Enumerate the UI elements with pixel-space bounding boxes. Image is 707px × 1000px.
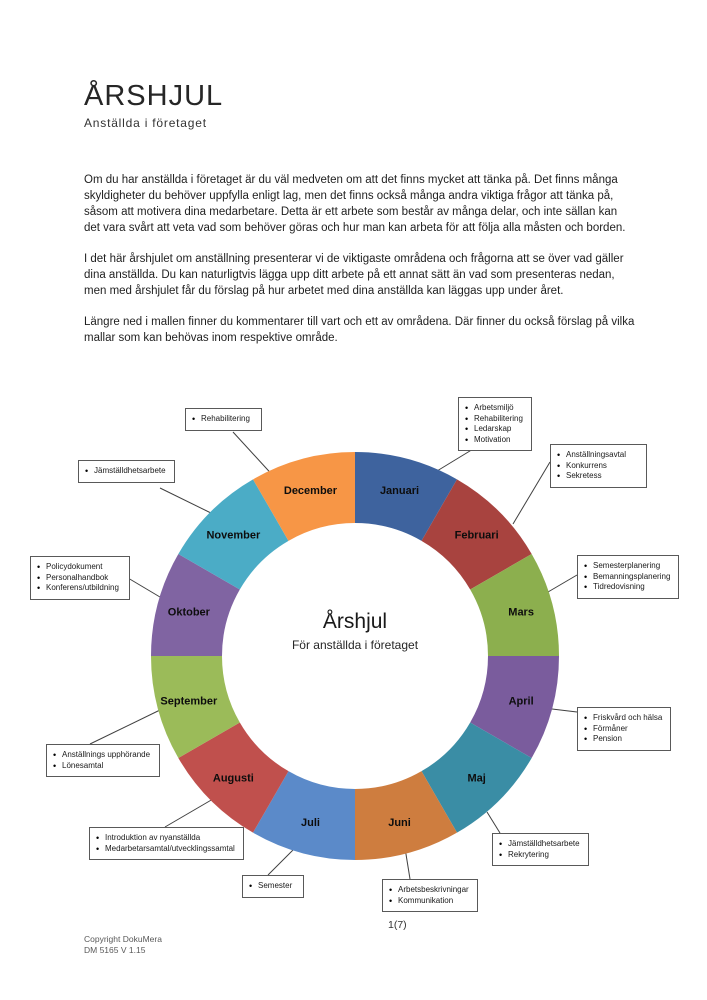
paragraph-2: I det här årshjulet om anställning presenterar vi de viktigaste områdena och frågorna att se över vad gäller dina anställda. Du kan naturligtvis lägga upp ditt arbete på ett annat sätt än vad som presenteras nedan, men med årshjulet får du förslag på hur arbetet med dina anställda kan läggas upp under året. <box>84 253 624 297</box>
callout-item: • Anställnings upphörande <box>52 750 151 761</box>
footer-copyright: Copyright DokuMera <box>84 934 162 944</box>
wheel-label-april: April <box>508 695 534 708</box>
callout-april <box>577 707 671 751</box>
callout-item: • Förmåner <box>583 724 662 735</box>
callout-item: • Policydokument <box>36 562 121 573</box>
callout-list-mars <box>583 561 670 593</box>
wheel-label-maj: Maj <box>467 772 486 785</box>
wheel-center-label <box>255 610 455 652</box>
callout-juli <box>242 875 304 898</box>
callout-februari <box>550 444 647 488</box>
callout-item: • Anställningsavtal <box>556 450 638 461</box>
wheel-label-november: November <box>206 529 261 542</box>
callout-mars <box>577 555 679 599</box>
intro-text <box>84 172 636 361</box>
callout-list-december <box>191 414 253 425</box>
callout-item: • Motivation <box>464 435 523 446</box>
wheel-center-title: Årshjul <box>322 610 388 633</box>
callout-juni <box>382 879 478 912</box>
callout-line-november <box>160 488 213 514</box>
callout-oktober <box>30 556 130 600</box>
callout-maj <box>492 833 589 866</box>
wheel-label-september: September <box>160 695 218 708</box>
wheel-label-januari: Januari <box>379 484 420 497</box>
callout-item: • Kommunikation <box>388 896 469 907</box>
callout-line-februari <box>513 462 550 524</box>
callout-item: • Rekrytering <box>498 850 580 861</box>
callout-november <box>78 460 175 483</box>
callout-december <box>185 408 262 431</box>
wheel-center-subtitle: För anställda i företaget <box>291 638 419 652</box>
page-number: 1(7) <box>388 919 407 931</box>
callout-item: • Sekretess <box>556 471 638 482</box>
callout-item: • Arbetsmiljö <box>464 403 523 414</box>
footer <box>84 934 162 956</box>
page-title: ÅRSHJUL <box>84 80 224 112</box>
wheel-label-augusti: Augusti <box>212 772 254 785</box>
callout-item: • Rehabilitering <box>191 414 253 425</box>
callout-line-augusti <box>165 799 213 827</box>
callout-line-oktober <box>128 578 165 600</box>
callout-item: • Friskvård och hälsa <box>583 713 662 724</box>
callout-list-januari <box>464 403 523 445</box>
callout-augusti <box>89 827 244 860</box>
wheel-label-mars: Mars <box>508 606 534 619</box>
footer-version: DM 5165 V 1.15 <box>84 945 146 955</box>
callout-item: • Jämställdhetsarbete <box>498 839 580 850</box>
document-header <box>84 80 223 130</box>
callout-line-september <box>90 710 160 744</box>
annual-wheel-chart <box>0 385 707 935</box>
callout-list-februari <box>556 450 638 482</box>
callout-item: • Konferens/utbildning <box>36 583 121 594</box>
callout-september <box>46 744 160 777</box>
wheel-label-december: December <box>283 484 338 497</box>
callout-item: • Semester <box>248 881 295 892</box>
callout-list-juli <box>248 881 295 892</box>
callout-list-september <box>52 750 151 771</box>
callout-item: • Ledarskap <box>464 424 523 435</box>
callout-item: • Arbetsbeskrivningar <box>388 885 469 896</box>
callout-item: • Personalhandbok <box>36 573 121 584</box>
callout-list-maj <box>498 839 580 860</box>
callout-line-april <box>552 709 577 712</box>
callout-januari <box>458 397 532 451</box>
callout-item: • Rehabilitering <box>464 414 523 425</box>
callout-list-oktober <box>36 562 121 594</box>
wheel-label-juli: Juli <box>301 817 320 830</box>
callout-item: • Jämställdhetsarbete <box>84 466 166 477</box>
callout-item: • Pension <box>583 734 662 745</box>
callout-item: • Lönesamtal <box>52 761 151 772</box>
callout-list-november <box>84 466 166 477</box>
callout-list-juni <box>388 885 469 906</box>
callout-item: • Konkurrens <box>556 461 638 472</box>
callout-list-augusti <box>95 833 235 854</box>
callout-list-april <box>583 713 662 745</box>
callout-item: • Bemanningsplanering <box>583 572 670 583</box>
wheel-label-juni: Juni <box>388 817 411 830</box>
paragraph-3: Längre ned i mallen finner du kommentarer till vart och ett av områdena. Där finner du också förslag på vilka mallar som kan behövas inom respektive område. <box>84 316 635 344</box>
callout-line-mars <box>548 575 577 592</box>
callout-line-maj <box>487 812 500 833</box>
callout-item: • Semesterplanering <box>583 561 670 572</box>
callout-item: • Tidredovisning <box>583 582 670 593</box>
wheel-label-februari: Februari <box>454 529 499 542</box>
wheel-label-oktober: Oktober <box>167 606 210 619</box>
page-subtitle: Anställda i företaget <box>84 116 207 130</box>
paragraph-1: Om du har anställda i företaget är du väl medveten om att det finns mycket att tänka på. Det finns många skyldigheter du behöver uppfylla enligt lag, men det finns också många andra viktiga frågor att tänka på, såsom att motivera dina medarbetare. Detta är ett arbete som består av många delar, och inte sällan kan det vara svårt att veta vad som behöver göras och hur man kan arbeta för att följa alla måsten och borden. <box>84 174 626 234</box>
callout-item: • Medarbetarsamtal/utvecklingssamtal <box>95 844 235 855</box>
callout-item: • Introduktion av nyanställda <box>95 833 235 844</box>
callout-line-juli <box>268 848 295 875</box>
